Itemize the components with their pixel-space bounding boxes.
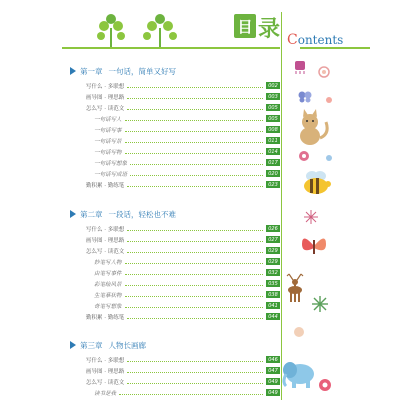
leader-dots — [127, 94, 263, 99]
entry-label: 彩笔绘风景 — [94, 281, 122, 288]
leader-dots — [127, 368, 263, 373]
page-number: 027 — [266, 236, 280, 243]
page-header — [0, 0, 400, 56]
toc-entry[interactable] — [70, 91, 280, 102]
toc-entry[interactable] — [70, 256, 280, 267]
page-number: 038 — [266, 291, 280, 298]
flower-icon — [318, 66, 330, 78]
toc-entry[interactable] — [70, 376, 280, 387]
leader-dots — [127, 182, 263, 187]
bee-icon — [300, 170, 334, 196]
toc-entry[interactable] — [70, 354, 280, 365]
vertical-divider — [281, 12, 282, 400]
page-number: 035 — [266, 280, 280, 287]
page-number: 020 — [266, 170, 280, 177]
leader-dots — [127, 357, 263, 362]
dot-icon — [325, 154, 333, 162]
elephant-icon — [282, 356, 316, 388]
toc-entry[interactable] — [70, 135, 280, 146]
title-char: 录 — [258, 16, 281, 42]
entry-label: 画导图 · 理思路 — [86, 94, 125, 101]
chapter-number: 第三章 — [80, 340, 103, 350]
page-number: 002 — [266, 82, 280, 89]
page-number: 032 — [266, 269, 280, 276]
leader-dots — [127, 248, 263, 253]
toc-entry[interactable] — [70, 168, 280, 179]
flower-icon — [318, 378, 332, 392]
snowflake-icon — [312, 296, 328, 312]
entry-label: 写什么 · 多联想 — [86, 83, 125, 90]
entry-label: 一句话写成语 — [94, 171, 128, 178]
toc-entry[interactable] — [70, 102, 280, 113]
leader-dots — [127, 226, 263, 231]
chapter-title: 一句话，简单又好写 — [108, 66, 176, 76]
entry-label: 一句话写事 — [94, 127, 122, 134]
entry-label: 写什么 · 多联想 — [86, 357, 125, 364]
entry-label: 一句话写景 — [94, 138, 122, 145]
page-number: 014 — [266, 148, 280, 155]
toc-entry[interactable] — [70, 300, 280, 311]
toc-entry[interactable] — [70, 278, 280, 289]
page-number: 044 — [266, 313, 280, 320]
leader-dots — [130, 171, 263, 176]
page-number: 023 — [266, 181, 280, 188]
entry-label: 读书是我 — [94, 390, 117, 397]
toc-entry[interactable] — [70, 289, 280, 300]
dot-icon — [325, 96, 333, 104]
tree-icon — [96, 14, 126, 48]
toc-entry[interactable] — [70, 146, 280, 157]
toc-entry[interactable] — [70, 80, 280, 91]
chapter-section — [70, 207, 280, 322]
entry-label: 写什么 · 多联想 — [86, 226, 125, 233]
page-number: 029 — [266, 258, 280, 265]
chapter-heading[interactable] — [70, 64, 280, 78]
leader-dots — [125, 270, 263, 275]
leader-dots — [127, 105, 263, 110]
page-number: 005 — [266, 104, 280, 111]
butterfly-icon — [298, 90, 312, 104]
entry-label: 一句话写想象 — [94, 160, 128, 167]
page-number: 047 — [266, 367, 280, 374]
butterfly-icon — [300, 232, 328, 260]
leader-dots — [125, 259, 263, 264]
leader-dots — [130, 160, 263, 165]
dot-icon — [293, 326, 305, 338]
page-number: 005 — [266, 115, 280, 122]
leader-dots — [125, 292, 263, 297]
chapter-title: 一段话，轻松也不难 — [108, 209, 176, 219]
page-number: 046 — [266, 356, 280, 363]
chapter-heading[interactable] — [70, 338, 280, 352]
triangle-bullet-icon — [70, 210, 76, 218]
leader-dots — [127, 379, 263, 384]
entry-label: 怎么写 · 读范文 — [86, 248, 125, 255]
toc-entry[interactable] — [70, 234, 280, 245]
entry-label: 勤积累 · 勤练笔 — [86, 314, 125, 321]
leader-dots — [125, 149, 263, 154]
entry-label: 怎么写 · 读范文 — [86, 105, 125, 112]
entry-label: 妙笔写人物 — [94, 259, 122, 266]
chapter-number: 第一章 — [80, 66, 103, 76]
toc-entry[interactable] — [70, 113, 280, 124]
page-number: 003 — [266, 93, 280, 100]
toc-entry[interactable] — [70, 387, 280, 398]
chapter-section — [70, 338, 280, 398]
title-boxed-char: 目 — [234, 14, 256, 38]
page-number: 008 — [266, 126, 280, 133]
leader-dots — [127, 83, 263, 88]
page-number: 017 — [266, 159, 280, 166]
entry-label: 一句话写物 — [94, 149, 122, 156]
entry-label: 由笔写事件 — [94, 270, 122, 277]
contents-label: Contents — [287, 32, 344, 48]
flower-icon — [298, 150, 310, 162]
snowflake-icon — [304, 210, 318, 224]
leader-dots — [127, 314, 263, 319]
toc-entry[interactable] — [70, 179, 280, 190]
entry-label: 勤积累 · 勤练笔 — [86, 182, 125, 189]
tree-icon — [140, 14, 180, 48]
page-number: 026 — [266, 225, 280, 232]
leader-dots — [125, 127, 263, 132]
page-number: 041 — [266, 302, 280, 309]
entry-label: 奇笔写想象 — [94, 303, 122, 310]
entry-label: 画导图 · 理思路 — [86, 368, 125, 375]
entry-label: 怎么写 · 读范文 — [86, 379, 125, 386]
toc-entry[interactable] — [70, 267, 280, 278]
leader-dots — [127, 237, 263, 242]
leader-dots — [119, 390, 263, 395]
header-rule — [62, 47, 280, 49]
chapter-title: 人物长画廊 — [108, 340, 146, 350]
page-number: 049 — [266, 389, 280, 396]
leader-dots — [125, 138, 263, 143]
triangle-bullet-icon — [70, 341, 76, 349]
toc-entry[interactable] — [70, 311, 280, 322]
chapter-section — [70, 64, 280, 190]
toc-entry[interactable] — [70, 223, 280, 234]
toc-entry[interactable] — [70, 124, 280, 135]
toc-entry[interactable] — [70, 157, 280, 168]
entry-label: 画导图 · 理思路 — [86, 237, 125, 244]
page-number: 029 — [266, 247, 280, 254]
lantern-icon — [292, 58, 308, 74]
page-number: 049 — [266, 378, 280, 385]
deer-icon — [285, 272, 305, 302]
page-number: 011 — [266, 137, 280, 144]
toc-entry[interactable] — [70, 245, 280, 256]
leader-dots — [125, 303, 263, 308]
entry-label: 一句话写人 — [94, 116, 122, 123]
leader-dots — [125, 116, 263, 121]
header-rule — [300, 47, 370, 49]
toc-entry[interactable] — [70, 365, 280, 376]
leader-dots — [125, 281, 263, 286]
chapter-number: 第二章 — [80, 209, 103, 219]
cat-icon — [294, 108, 334, 148]
chapter-heading[interactable] — [70, 207, 280, 221]
entry-label: 生笔摹状物 — [94, 292, 122, 299]
triangle-bullet-icon — [70, 67, 76, 75]
